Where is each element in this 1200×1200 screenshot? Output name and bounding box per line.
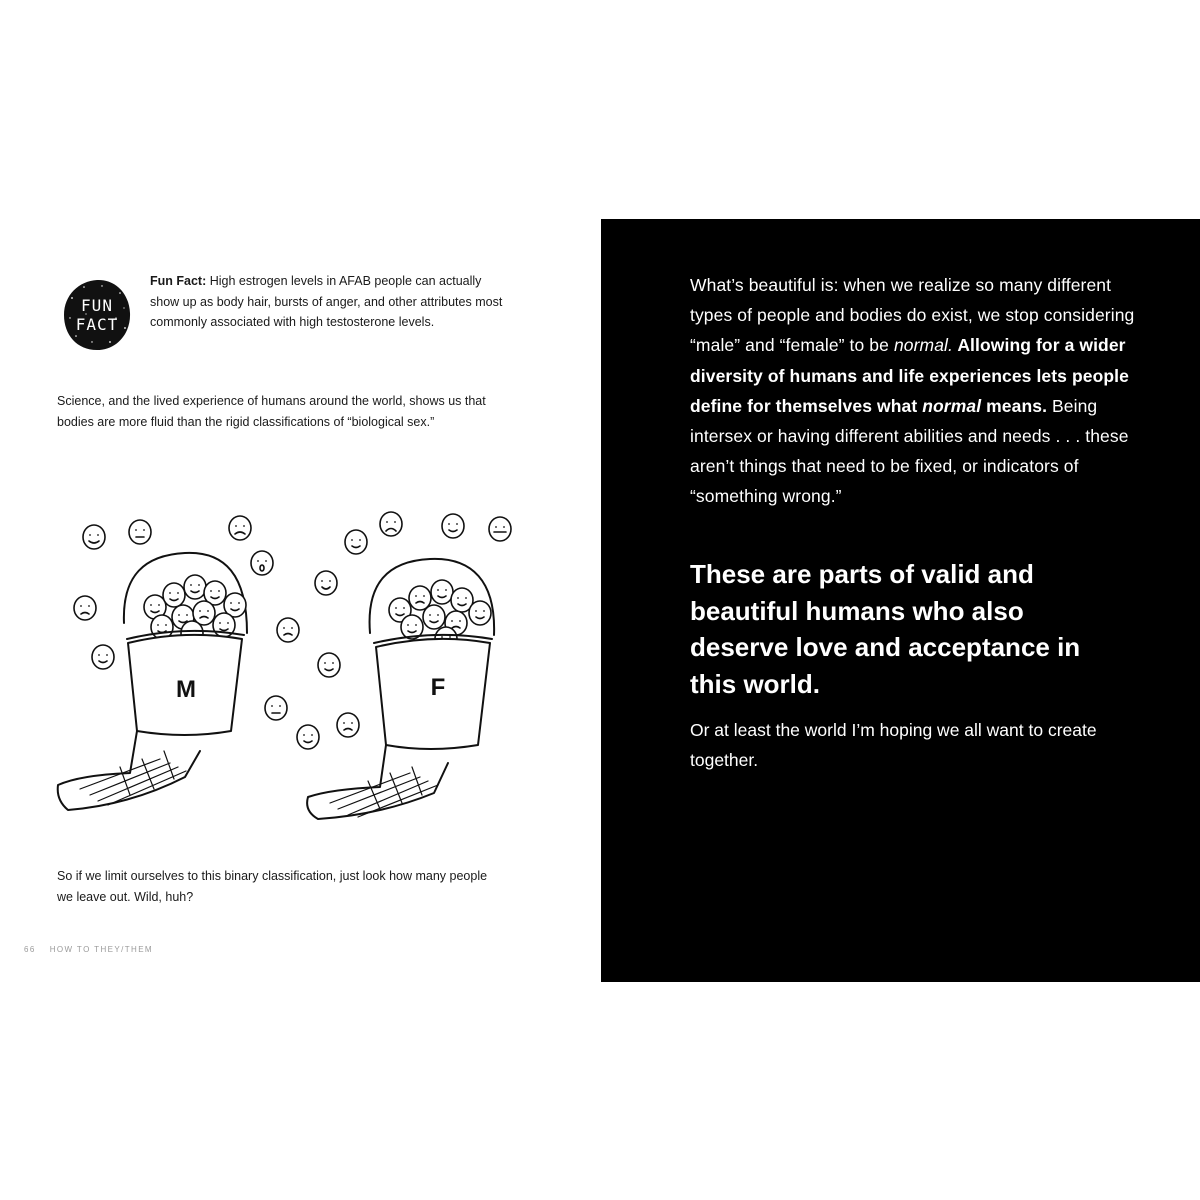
para1-text-b: Being intersex or having different abilities and needs . . . these aren’t things that need to be fixed, or indicators of “something wrong.” xyxy=(690,395,1129,507)
badge-line2: FACT xyxy=(75,315,119,334)
bucket-f-label: F xyxy=(430,674,446,701)
bucket-m-label: M xyxy=(176,676,196,703)
badge-line1: FUN xyxy=(81,296,113,315)
binary-paragraph: So if we limit ourselves to this binary classification, just look how many people we leave out. Wild, huh? xyxy=(57,869,488,904)
buckets-illustration xyxy=(50,505,530,825)
para1-bold-a: Allowing for a wider diversity of humans and life experiences lets people define for themselves what xyxy=(690,335,1129,416)
page-footer xyxy=(24,945,153,954)
para1-bold-b: means. xyxy=(981,395,1048,416)
para1-text-a: What’s beautiful is: when we realize so many different types of people and bodies do exist, we stop considering “male” and “female” to be xyxy=(690,275,1135,356)
page-number: 66 xyxy=(24,945,36,954)
bucket-f xyxy=(307,559,494,819)
science-paragraph: Science, and the lived experience of humans around the world, shows us that bodies are more fluid than the rigid classifications of “biological sex.” xyxy=(57,394,486,429)
fun-fact-label: Fun Fact: xyxy=(150,274,207,288)
para1-bold-italic-normal: normal xyxy=(922,395,982,416)
bucket-m xyxy=(58,553,247,810)
closing-paragraph: Or at least the world I’m hoping we all want to create together. xyxy=(690,720,1097,771)
right-page xyxy=(601,219,1200,982)
big-statement: These are parts of valid and beautiful humans who also deserve love and acceptance in this world. xyxy=(690,559,1081,699)
para1-italic-normal: normal. xyxy=(893,335,953,356)
fun-fact-text xyxy=(150,271,510,333)
fun-fact-badge-icon xyxy=(62,278,132,352)
beautiful-paragraph xyxy=(690,270,1140,512)
running-title: HOW TO THEY/THEM xyxy=(49,945,153,954)
fun-fact-body: High estrogen levels in AFAB people can actually show up as body hair, bursts of anger, and other attributes most commonly associated with high testosterone levels. xyxy=(150,274,503,329)
